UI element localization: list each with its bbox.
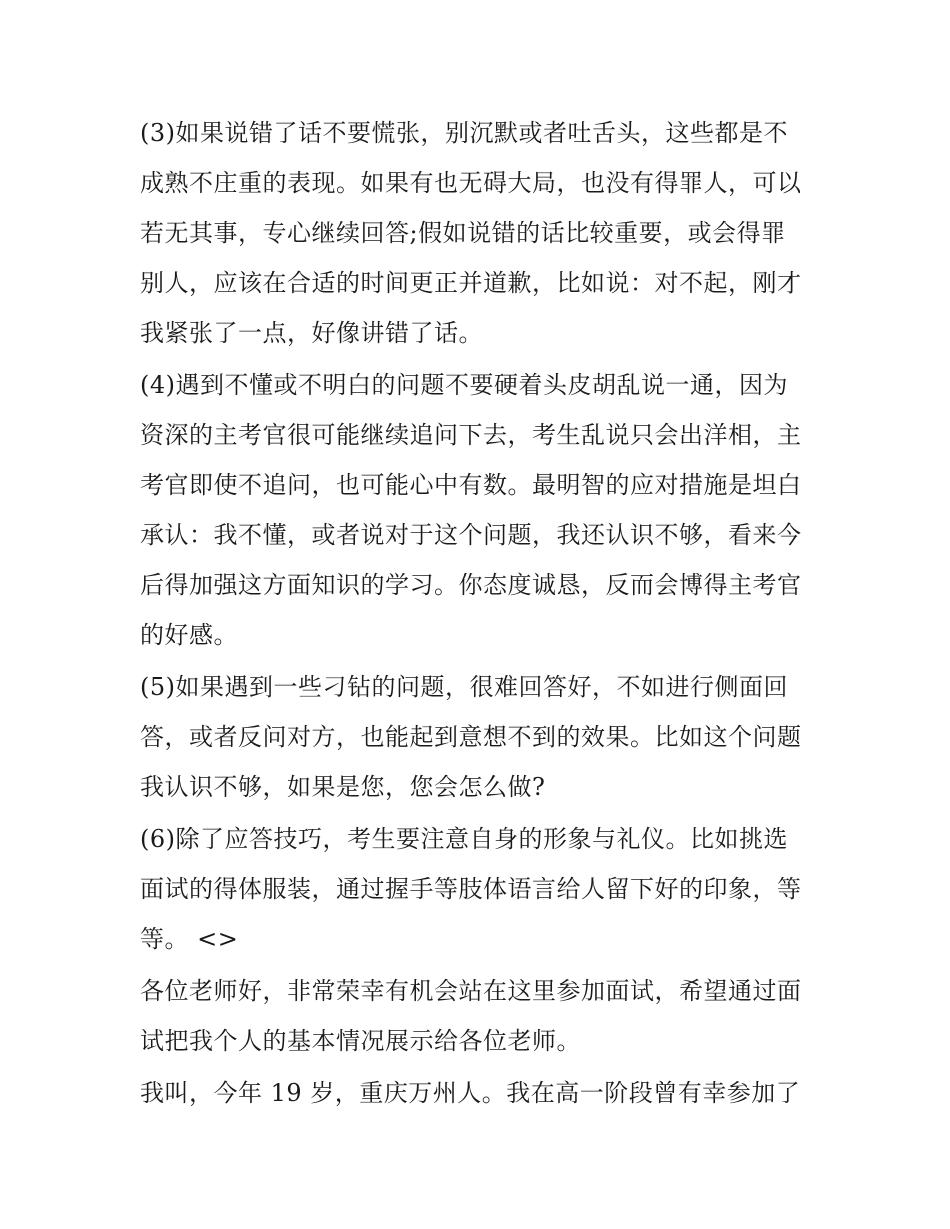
text-line: 试把我个人的基本情况展示给各位老师。 xyxy=(140,1027,581,1055)
text-line: 后得加强这方面知识的学习。你态度诚恳，反而会博得主考官 xyxy=(140,571,802,599)
text-line: 面试的得体服装，通过握手等肢体语言给人留下好的印象，等 xyxy=(140,875,802,903)
text-line: 的好感。 xyxy=(140,621,238,649)
text-line: 答，或者反问对方，也能起到意想不到的效果。比如这个问题 xyxy=(140,723,802,751)
text-line: 成熟不庄重的表现。如果有也无碍大局，也没有得罪人，可以 xyxy=(140,169,802,197)
text-line: 各位老师好，非常荣幸有机会站在这里参加面试，希望通过面 xyxy=(140,977,802,1005)
text-line: 我叫，今年 19 岁，重庆万州人。我在高一阶段曾有幸参加了 xyxy=(140,1079,801,1107)
document-body xyxy=(140,108,812,1118)
text-line: 别人，应该在合适的时间更正并道歉，比如说：对不起，刚才 xyxy=(140,269,802,297)
text-line: 资深的主考官很可能继续追问下去，考生乱说只会出洋相，主 xyxy=(140,421,802,449)
text-line: 承认：我不懂，或者说对于这个问题，我还认识不够，看来今 xyxy=(140,521,802,549)
paragraph-self-intro xyxy=(140,1068,812,1118)
text-line: 若无其事，专心继续回答;假如说错的话比较重要，或会得罪 xyxy=(140,219,786,247)
text-line: (4)遇到不懂或不明白的问题不要硬着头皮胡乱说一通，因为 xyxy=(140,371,788,399)
paragraph-tip-6 xyxy=(140,814,812,964)
text-line: 等。 <> xyxy=(140,925,239,953)
text-line: 我紧张了一点，好像讲错了话。 xyxy=(140,319,483,347)
text-line: 我认识不够，如果是您，您会怎么做? xyxy=(140,773,546,801)
paragraph-tip-3 xyxy=(140,108,812,358)
text-line: 考官即使不追问，也可能心中有数。最明智的应对措施是坦白 xyxy=(140,471,802,499)
paragraph-greeting xyxy=(140,966,812,1066)
text-line: (6)除了应答技巧，考生要注意自身的形象与礼仪。比如挑选 xyxy=(140,825,788,853)
text-line: (3)如果说错了话不要慌张，别沉默或者吐舌头，这些都是不 xyxy=(140,119,788,147)
paragraph-tip-5 xyxy=(140,662,812,812)
text-line: (5)如果遇到一些刁钻的问题，很难回答好，不如进行侧面回 xyxy=(140,673,788,701)
paragraph-tip-4 xyxy=(140,360,812,660)
